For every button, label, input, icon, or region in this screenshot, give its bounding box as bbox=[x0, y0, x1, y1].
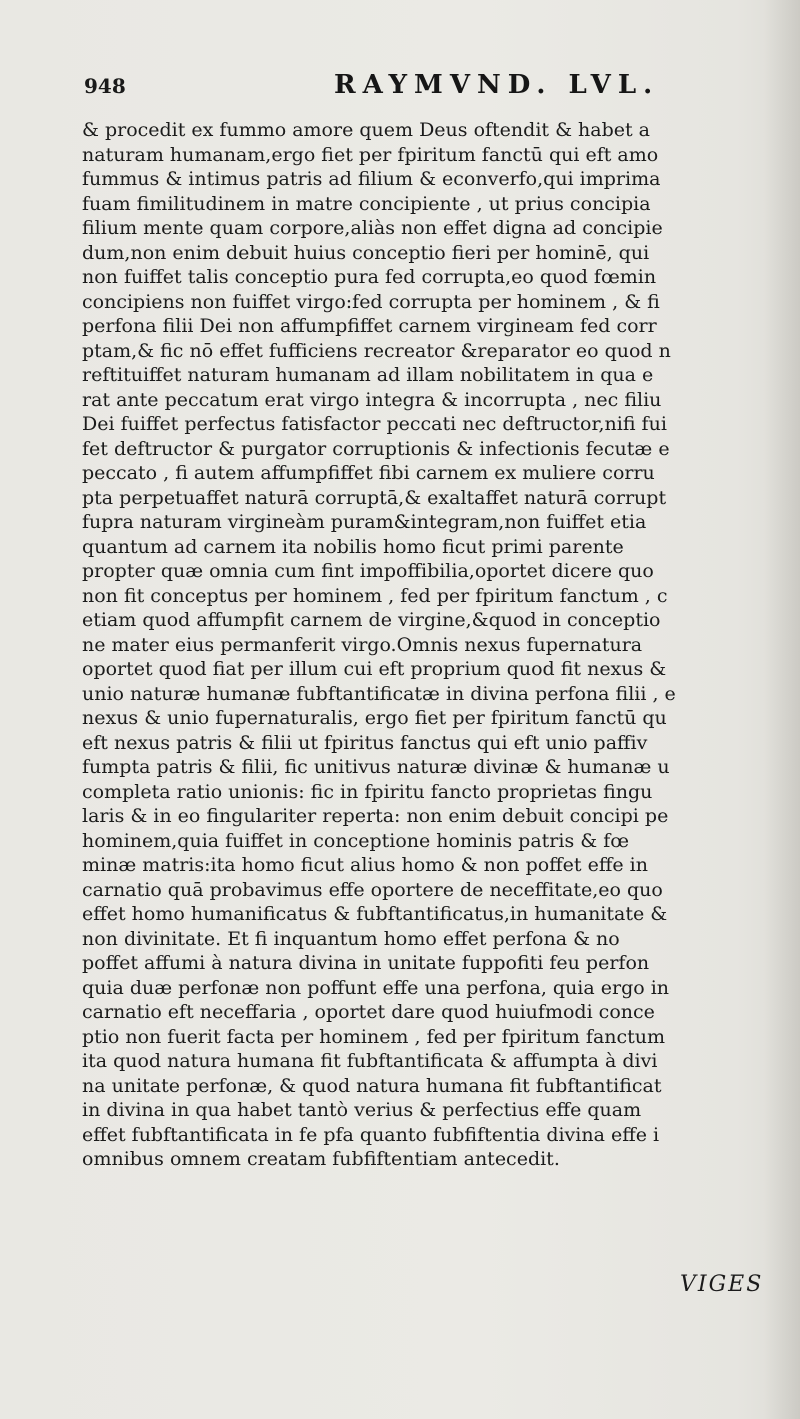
text-line: hominem,quia fuiffet in conceptione hominis patris & fœ bbox=[82, 829, 630, 852]
text-line: & procedit ex fummo amore quem Deus oftendit & habet a bbox=[82, 119, 650, 141]
text-line: ne mater eius permanferit virgo.Omnis nexus fupernatura bbox=[82, 633, 643, 656]
catchword: VIGES bbox=[680, 1272, 764, 1297]
text-line: effet homo humanificatus & fubftantificatus,in humanitate & bbox=[82, 903, 668, 925]
text-line: omnibus omnem creatam fubfiftentiam antecedit. bbox=[82, 1148, 560, 1170]
page-number: 948 bbox=[84, 74, 126, 98]
text-line: peccato , fi autem affumpfiffet fibi carnem ex muliere corru bbox=[82, 462, 655, 484]
text-line: fet deftructor & purgator corruptionis & infectionis fecutæ e bbox=[82, 437, 670, 460]
text-line: fummus & intimus patris ad filium & econverfo,qui imprima bbox=[82, 168, 661, 190]
text-line: etiam quod affumpfit carnem de virgine,&quod in conceptio bbox=[82, 609, 661, 631]
text-line: fupra naturam virgineàm puram&integram,non fuiffet etia bbox=[82, 511, 647, 533]
page-header bbox=[84, 70, 764, 110]
text-line: ita quod natura humana fit fubftantificata & affumpta à divi bbox=[82, 1050, 658, 1072]
text-line: oportet quod fiat per illum cui eft proprium quod fit nexus & bbox=[82, 658, 667, 680]
text-line: quantum ad carnem ita nobilis homo ficut primi parente bbox=[82, 535, 624, 558]
text-line: dum,non enim debuit huius conceptio fieri per hominē, qui bbox=[82, 241, 650, 264]
text-line: ptio non fuerit facta per hominem , fed per fpiritum fanctum bbox=[82, 1025, 666, 1048]
text-line: propter quæ omnia cum fint impoffibilia,oportet dicere quo bbox=[82, 560, 654, 582]
text-line: Dei fuiffet perfectus fatisfactor peccati nec deftructor,nifi fui bbox=[82, 413, 667, 435]
text-line: poffet affumi à natura divina in unitate fuppofiti feu perfon bbox=[82, 952, 650, 974]
text-line: concipiens non fuiffet virgo:fed corrupta per hominem , & fi bbox=[82, 290, 660, 313]
text-line: ptam,& fic nō effet fufficiens recreator &reparator eo quod n bbox=[82, 339, 671, 362]
text-line: non fuiffet talis conceptio pura fed corrupta,eo quod fœmin bbox=[82, 266, 657, 288]
text-line: na unitate perfonæ, & quod natura humana fit fubftantificat bbox=[82, 1074, 662, 1097]
text-line: filium mente quam corpore,aliàs non effet digna ad concipie bbox=[82, 217, 663, 239]
text-line: nexus & unio fupernaturalis, ergo fiet per fpiritum fanctū qu bbox=[82, 707, 667, 729]
text-line: rat ante peccatum erat virgo integra & incorrupta , nec filiu bbox=[82, 388, 662, 411]
text-line: pta perpetuaffet naturā corruptā,& exaltaffet naturā corrupt bbox=[82, 486, 667, 509]
text-line: fumpta patris & filii, fic unitivus naturæ divinæ & humanæ u bbox=[82, 756, 670, 778]
text-line: carnatio eft neceffaria , oportet dare quod huiufmodi conce bbox=[82, 1001, 655, 1023]
text-line: perfona filii Dei non affumpfiffet carnem virgineam fed corr bbox=[82, 315, 657, 337]
text-line: reftituiffet naturam humanam ad illam nobilitatem in qua e bbox=[82, 364, 654, 386]
text-line: non fit conceptus per hominem , fed per fpiritum fanctum , c bbox=[82, 584, 668, 607]
text-line: in divina in qua habet tantò verius & perfectius effe quam bbox=[82, 1099, 642, 1121]
text-line: completa ratio unionis: fic in fpiritu fancto proprietas fingu bbox=[82, 780, 653, 803]
text-line: unio naturæ humanæ fubftantificatæ in divina perfona filii , e bbox=[82, 682, 676, 705]
body-text bbox=[82, 118, 772, 1172]
text-line: quia duæ perfonæ non poffunt effe una perfona, quia ergo in bbox=[82, 976, 670, 999]
text-line: minæ matris:ita homo ficut alius homo & non poffet effe in bbox=[82, 854, 648, 876]
text-line: effet fubftantificata in fe pfa quanto fubfiftentia divina effe i bbox=[82, 1123, 660, 1146]
text-line: fuam fimilitudinem in matre concipiente , ut prius concipia bbox=[82, 192, 651, 215]
text-line: laris & in eo fingulariter reperta: non enim debuit concipi pe bbox=[82, 805, 669, 827]
text-line: eft nexus patris & filii ut fpiritus fanctus qui eft unio paffiv bbox=[82, 731, 648, 754]
text-line: non divinitate. Et fi inquantum homo effet perfona & no bbox=[82, 927, 620, 950]
text-line: carnatio quā probavimus effe oportere de neceffitate,eo quo bbox=[82, 878, 663, 901]
text-line: naturam humanam,ergo fiet per fpiritum fanctū qui eft amo bbox=[82, 143, 659, 166]
running-head: RAYMVND. LVL. bbox=[334, 70, 660, 100]
